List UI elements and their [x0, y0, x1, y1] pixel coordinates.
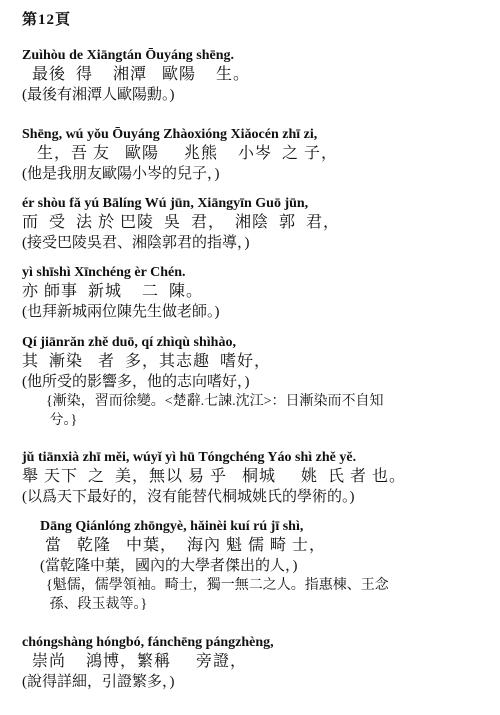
hanzi-line: 崇尚 鴻博，繁稱 旁證，: [22, 653, 248, 670]
passage-section: [22, 333, 490, 430]
pinyin-line: jǔ tiānxià zhī měi, wúyǐ yì hū Tóngchéng Yáo shì zhě yě.: [22, 450, 357, 465]
passage-section: [22, 194, 490, 253]
pinyin-line: Shēng, wú yǒu Ōuyáng Zhàoxióng Xiǎocén zhī zi,: [22, 127, 318, 142]
pinyin-line: Dāng Qiánlóng zhōngyè, hǎinèi kuí rú jī shì,: [40, 519, 304, 534]
pinyin-line: Qí jiānrǎn zhě duō, qí zhìqù shìhào,: [22, 335, 236, 350]
translation-line: (他所受的影響多，他的志向嗜好，): [22, 374, 250, 390]
pinyin-line: chóngshàng hóngbó, fánchēng pángzhèng,: [22, 635, 274, 650]
hanzi-line: 亦 師事 新城 二 陳。: [22, 283, 204, 300]
passage-section: [22, 46, 490, 105]
hanzi-line: 生，吾 友 歐陽 兆熊 小岑 之 子，: [22, 145, 339, 162]
annotation-note: {漸染，習而徐變。<楚辭.七諫.沈江>：日漸染而不自知 兮。}: [46, 394, 384, 428]
hanzi-line: 而 受 法 於 巴陵 吳 君， 湘陰 郭 君，: [22, 214, 341, 231]
pinyin-line: ér shòu fǎ yú Bālíng Wú jūn, Xiāngyīn Guō jūn,: [22, 196, 309, 211]
page-title: 第12頁: [22, 12, 72, 28]
translation-line: (也拜新城兩位陳先生做老師。): [22, 304, 220, 320]
pinyin-line: yì shīshì Xīnchéng èr Chén.: [22, 265, 186, 280]
translation-line: (當乾隆中葉，國內的大學者傑出的人，): [40, 558, 298, 574]
passage-section: [22, 448, 490, 507]
hanzi-line: 其 漸染 者 多，其志趣 嗜好，: [22, 353, 272, 370]
passage-section: [22, 125, 490, 184]
translation-line: (以爲天下最好的，沒有能替代桐城姚氏的學術的。): [22, 489, 355, 505]
passage-section: [22, 633, 490, 692]
annotation-note: {魁儒，儒學領袖。畸士，獨一無二之人。指惠棟、王念 孫、段玉裁等。}: [46, 578, 389, 612]
translation-line: (他是我朋友歐陽小岑的兒子，): [22, 166, 220, 182]
pinyin-line: Zuìhòu de Xiāngtán Ōuyáng shēng.: [22, 48, 235, 63]
translation-line: (說得詳細，引證繁多，): [22, 674, 175, 690]
translation-line: (接受巴陵吳君、湘陰郭君的指導，): [22, 235, 250, 251]
hanzi-line: 當 乾隆 中葉， 海內 魁 儒 畸 士，: [40, 537, 327, 554]
hanzi-line: 舉 天下 之 美，無以 易 乎 桐城 姚 氏 者 也。: [22, 468, 407, 485]
passage-section: [22, 263, 490, 322]
passage-section: [40, 517, 490, 614]
translation-line: (最後有湘潭人歐陽勳。): [22, 87, 175, 103]
hanzi-line: 最後 得 湘潭 歐陽 生。: [22, 66, 251, 83]
